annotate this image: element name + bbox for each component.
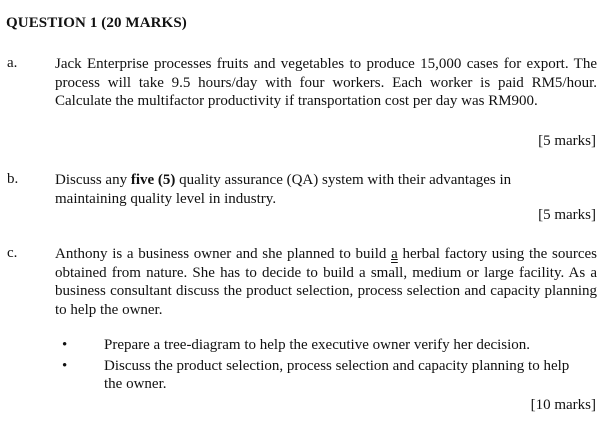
part-b-text-after: quality assurance (QA) system with their advantages in maintaining quality level in industry. [55,172,512,207]
part-c-bullet-text: Discuss the product selection, process selection and capacity planning to help the owner. [104,357,570,392]
part-c-bullet-item [55,357,597,394]
part-b-label: b. [7,171,19,187]
part-b-text-bold: five (5) [130,172,176,188]
part-c-bullet-text: Prepare a tree-diagram to help the executive owner verify her decision. [104,337,531,353]
part-c-marks: [10 marks] [530,397,596,413]
part-c-text [55,245,597,319]
bullet-dot-icon: • [62,357,68,374]
part-c-text-before: Anthony is a business owner and she planned to build [55,246,392,262]
part-b-marks: [5 marks] [538,207,596,223]
part-a-label: a. [7,55,18,71]
part-c-bullet-list [55,336,597,396]
bullet-dot-icon: • [62,337,68,353]
part-a-marks: [5 marks] [538,133,596,149]
question-heading: QUESTION 1 (20 MARKS) [6,15,187,31]
part-b-text [55,171,555,208]
part-c-text-underlined: a [391,246,398,262]
part-b-text-before: Discuss any [55,172,131,188]
part-c-label: c. [7,245,18,261]
part-c-text-after: herbal factory using the sources obtained from nature. She has to decide to build a small, medium or large facility. As a business consultant discuss the product selection, process selection and capacity planning to help the owner. [55,246,597,318]
part-a-text: Jack Enterprise processes fruits and vegetables to produce 15,000 cases for export. The process will take 9.5 hours/day with four workers. Each worker is paid RM5/hour. Calculate the multifactor productivity if transportation cost per day was RM900. [55,56,597,109]
part-c-bullet-item [55,336,597,355]
